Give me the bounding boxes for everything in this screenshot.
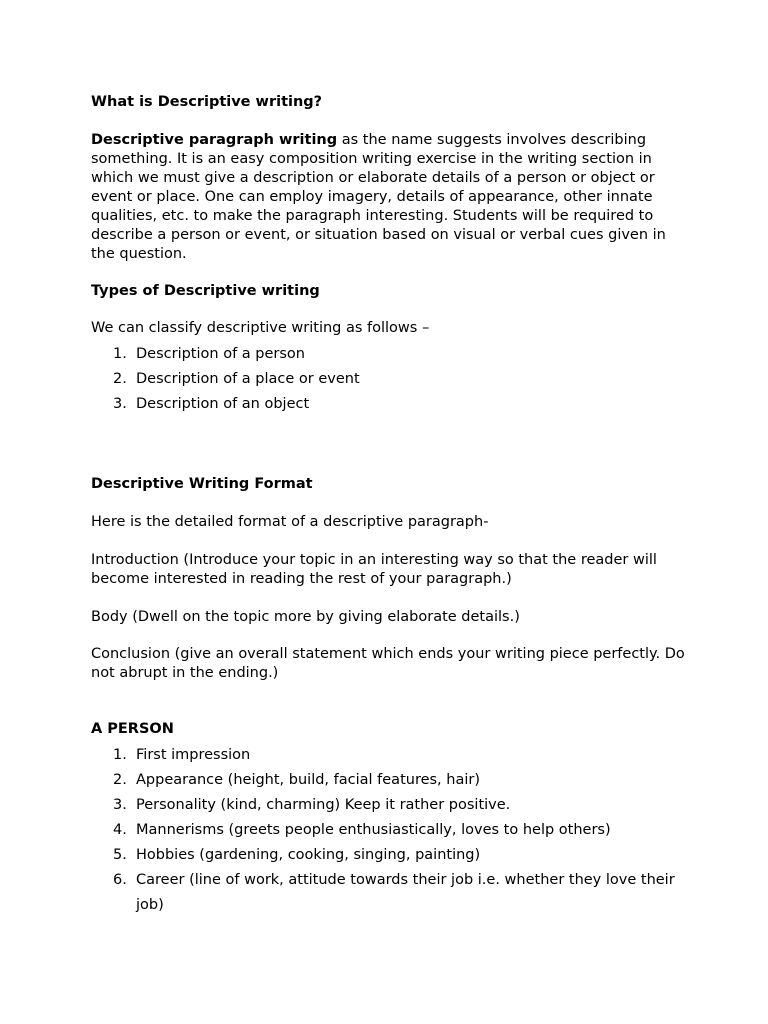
list-item xyxy=(91,793,691,818)
heading-format: Descriptive Writing Format xyxy=(91,476,313,492)
list-item xyxy=(91,392,691,417)
heading-a-person: A PERSON xyxy=(91,721,174,737)
list-number: 3. xyxy=(113,396,127,412)
list-number: 2. xyxy=(113,772,127,788)
list-text: Career (line of work, attitude towards their job i.e. whether they love their job) xyxy=(136,872,675,913)
format-conclusion: Conclusion (give an overall statement which ends your writing piece perfectly. Do not abrupt in the ending.) xyxy=(91,646,685,681)
list-text: Personality (kind, charming) Keep it rather positive. xyxy=(136,797,511,813)
format-introduction: Introduction (Introduce your topic in an interesting way so that the reader will become interested in reading the rest of your paragraph.) xyxy=(91,552,657,587)
list-text: Mannerisms (greets people enthusiastically, loves to help others) xyxy=(136,822,611,838)
types-list xyxy=(91,342,691,417)
list-number: 6. xyxy=(113,872,127,888)
list-number: 3. xyxy=(113,797,127,813)
format-intro: Here is the detailed format of a descriptive paragraph- xyxy=(91,514,489,530)
person-list xyxy=(91,743,691,918)
list-text: First impression xyxy=(136,747,251,763)
heading-what-is: What is Descriptive writing? xyxy=(91,94,323,110)
definition-text: as the name suggests involves describing something. It is an easy composition writing exercise in the writing section in which we must give a description or elaborate details of a person or object or event or place. One can employ imagery, details of appearance, other innate qualities, etc. to make the paragraph interesting. Students will be required to describe a person or event, or situation based on visual or verbal cues given in the question. xyxy=(91,132,666,262)
list-text: Appearance (height, build, facial features, hair) xyxy=(136,772,480,788)
list-text: Description of a person xyxy=(136,346,305,362)
list-item xyxy=(91,818,691,843)
list-text: Hobbies (gardening, cooking, singing, painting) xyxy=(136,847,481,863)
list-number: 2. xyxy=(113,371,127,387)
list-item xyxy=(91,768,691,793)
list-number: 1. xyxy=(113,346,127,362)
list-number: 5. xyxy=(113,847,127,863)
list-item xyxy=(91,342,691,367)
list-item xyxy=(91,868,691,918)
list-item xyxy=(91,843,691,868)
list-number: 1. xyxy=(113,747,127,763)
heading-types: Types of Descriptive writing xyxy=(91,283,320,299)
list-number: 4. xyxy=(113,822,127,838)
format-body: Body (Dwell on the topic more by giving elaborate details.) xyxy=(91,609,520,625)
list-item xyxy=(91,743,691,768)
paragraph-definition xyxy=(91,131,691,264)
list-text: Description of a place or event xyxy=(136,371,360,387)
list-text: Description of an object xyxy=(136,396,310,412)
types-intro: We can classify descriptive writing as follows – xyxy=(91,320,430,336)
list-item xyxy=(91,367,691,392)
term-bold: Descriptive paragraph writing xyxy=(91,132,338,148)
